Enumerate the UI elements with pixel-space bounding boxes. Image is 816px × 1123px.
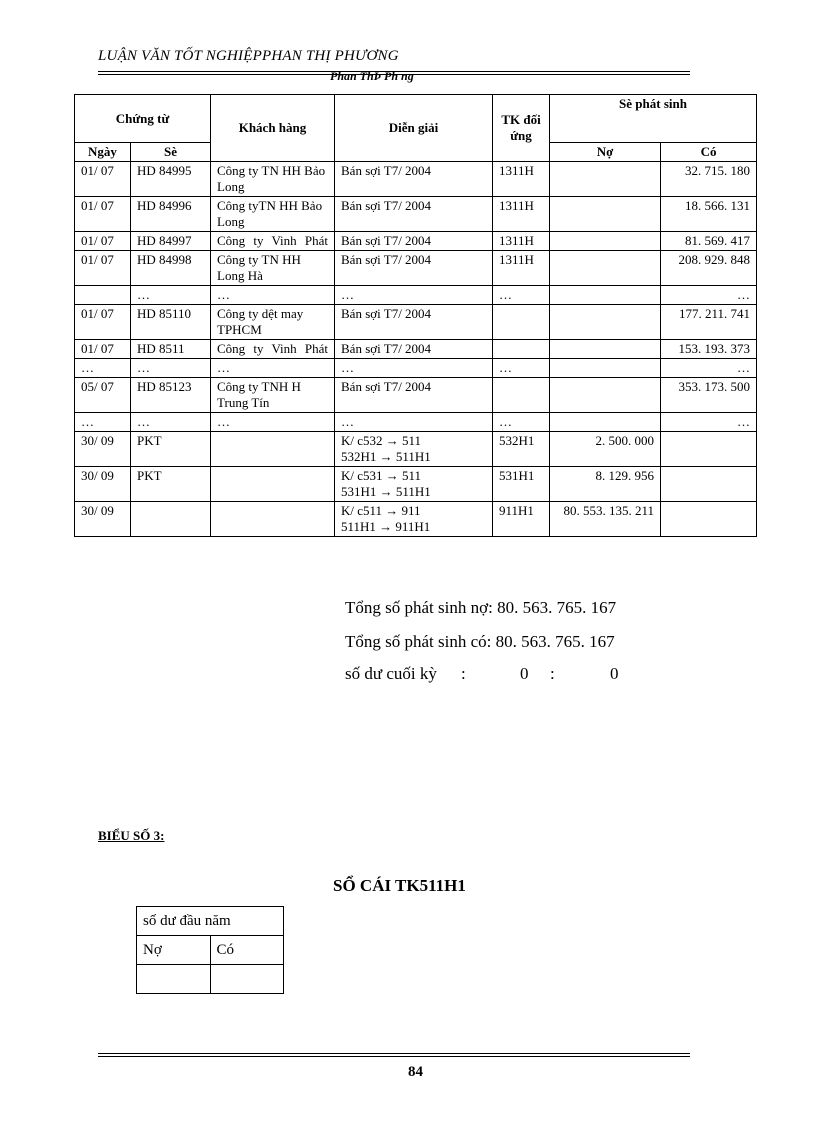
cell-khach-hang — [211, 432, 335, 467]
dien-giai-line: 531H1 → 511H1 — [341, 484, 431, 499]
cell-dien-giai: Bán sợi T7/ 2004 — [335, 305, 493, 340]
page-number: 84 — [408, 1064, 423, 1080]
cell-khach-hang: … — [211, 359, 335, 378]
dien-giai-line: K/ c532 → 511 — [341, 433, 422, 448]
cell-so: … — [131, 286, 211, 305]
table-row — [75, 162, 757, 197]
cell-dien-giai: Bán sợi T7/ 2004 — [335, 197, 493, 232]
cell-tk: … — [493, 413, 550, 432]
cell-tk — [493, 305, 550, 340]
cell-no — [550, 162, 661, 197]
cell-dien-giai: … — [335, 286, 493, 305]
cell-no: 2. 500. 000 — [550, 432, 661, 467]
cell-co: 208. 929. 848 — [661, 251, 757, 286]
cell-so: PKT — [131, 432, 211, 467]
cell-so — [131, 502, 211, 537]
cell-so: … — [131, 413, 211, 432]
cell-tk: … — [493, 286, 550, 305]
cell-ngay: 01/ 07 — [75, 162, 131, 197]
cell-khach-hang: Công ty TNH H Trung Tín — [211, 378, 335, 413]
cell-ngay: 30/ 09 — [75, 502, 131, 537]
dien-giai-line: 511H1 → 911H1 — [341, 519, 431, 534]
cell-ngay: 30/ 09 — [75, 432, 131, 467]
closing-balance-label: số dư cuối kỳ — [345, 664, 437, 683]
cell-no — [550, 286, 661, 305]
document-header-subtitle: Phan ThÞ Ph ng — [330, 69, 414, 83]
header-co: Có — [661, 143, 757, 162]
cell-co: … — [661, 359, 757, 378]
dien-giai-line: K/ c511 → 911 — [341, 503, 421, 518]
cell-khach-hang: Công ty TN HH Bảo Long — [211, 162, 335, 197]
cell-co — [661, 502, 757, 537]
cell-tk — [493, 340, 550, 359]
header-khach-hang: Khách hàng — [211, 95, 335, 162]
cell-ngay: 01/ 07 — [75, 305, 131, 340]
cell-khach-hang: Công ty TN HH Long Hà — [211, 251, 335, 286]
dien-giai-line: 532H1 → 511H1 — [341, 449, 431, 464]
opening-balance-no-header: Nợ — [137, 936, 211, 965]
footer-rule-bottom — [98, 1056, 690, 1057]
cell-no — [550, 305, 661, 340]
cell-khach-hang: Công ty dệt may TPHCM — [211, 305, 335, 340]
table-row — [75, 467, 757, 502]
table-row — [75, 413, 757, 432]
cell-khach-hang — [211, 467, 335, 502]
table-row — [75, 305, 757, 340]
cell-co: 177. 211. 741 — [661, 305, 757, 340]
cell-so: HD 84997 — [131, 232, 211, 251]
total-credit-line: Tổng số phát sinh có: 80. 563. 765. 167 — [345, 632, 615, 651]
cell-khach-hang: Công tyTN HH Bảo Long — [211, 197, 335, 232]
cell-co: 353. 173. 500 — [661, 378, 757, 413]
cell-no — [550, 378, 661, 413]
cell-no — [550, 251, 661, 286]
cell-ngay: … — [75, 359, 131, 378]
cell-ngay: … — [75, 413, 131, 432]
cell-tk: 1311H — [493, 162, 550, 197]
cell-no: 8. 129. 956 — [550, 467, 661, 502]
cell-khach-hang: … — [211, 413, 335, 432]
cell-dien-giai — [335, 432, 493, 467]
cell-ngay: 30/ 09 — [75, 467, 131, 502]
table-row — [75, 502, 757, 537]
cell-tk: … — [493, 359, 550, 378]
table-row — [75, 378, 757, 413]
cell-no — [550, 359, 661, 378]
cell-khach-hang — [211, 502, 335, 537]
closing-balance-debit: 0 — [520, 664, 529, 683]
cell-no — [550, 413, 661, 432]
cell-dien-giai: Bán sợi T7/ 2004 — [335, 232, 493, 251]
opening-balance-co-value — [210, 965, 284, 994]
cell-khach-hang: … — [211, 286, 335, 305]
cell-tk: 1311H — [493, 251, 550, 286]
cell-ngay — [75, 286, 131, 305]
cell-tk: 911H1 — [493, 502, 550, 537]
table-row — [75, 251, 757, 286]
cell-dien-giai — [335, 467, 493, 502]
header-no: Nợ — [550, 143, 661, 162]
cell-so: HD 85110 — [131, 305, 211, 340]
document-header-title: LUẬN VĂN TỐT NGHIỆPPHAN THỊ PHƯƠNG — [98, 48, 399, 64]
cell-ngay: 01/ 07 — [75, 197, 131, 232]
cell-co: 153. 193. 373 — [661, 340, 757, 359]
cell-so: … — [131, 359, 211, 378]
cell-no — [550, 340, 661, 359]
cell-co: … — [661, 286, 757, 305]
header-chung-tu: Chứng từ — [75, 95, 211, 143]
cell-ngay: 01/ 07 — [75, 232, 131, 251]
header-so: Sè — [131, 143, 211, 162]
cell-ngay: 01/ 07 — [75, 340, 131, 359]
ledger-title: SỔ CÁI TK511H1 — [333, 876, 466, 895]
table-row — [75, 232, 757, 251]
table-row — [75, 340, 757, 359]
cell-tk — [493, 378, 550, 413]
header-ngay: Ngày — [75, 143, 131, 162]
opening-balance-title: số dư đầu năm — [137, 907, 284, 936]
closing-balance-separator: : — [550, 664, 555, 683]
cell-ngay: 05/ 07 — [75, 378, 131, 413]
bieu-so-heading: BIỂU SỐ 3: — [98, 828, 165, 843]
cell-khach-hang: Công ty Vinh Phát — [211, 340, 335, 359]
cell-dien-giai: … — [335, 359, 493, 378]
header-so-phat-sinh: Sè phát sinh — [550, 95, 757, 143]
table-row — [75, 197, 757, 232]
cell-co — [661, 467, 757, 502]
opening-balance-no-value — [137, 965, 211, 994]
cell-so: HD 84996 — [131, 197, 211, 232]
cell-co: 32. 715. 180 — [661, 162, 757, 197]
cell-dien-giai: Bán sợi T7/ 2004 — [335, 378, 493, 413]
opening-balance-co-header: Có — [210, 936, 284, 965]
cell-dien-giai: Bán sợi T7/ 2004 — [335, 251, 493, 286]
cell-dien-giai: Bán sợi T7/ 2004 — [335, 162, 493, 197]
cell-tk: 531H1 — [493, 467, 550, 502]
cell-co — [661, 432, 757, 467]
cell-khach-hang: Công ty Vinh Phát — [211, 232, 335, 251]
header-tk-doi-ung: TK đối ứng — [493, 95, 550, 162]
cell-co: 18. 566. 131 — [661, 197, 757, 232]
cell-ngay: 01/ 07 — [75, 251, 131, 286]
closing-balance-credit: 0 — [610, 664, 619, 683]
cell-dien-giai — [335, 502, 493, 537]
cell-tk: 1311H — [493, 197, 550, 232]
cell-so: PKT — [131, 467, 211, 502]
opening-balance-table — [136, 906, 284, 994]
total-debit-line: Tổng số phát sinh nợ: 80. 563. 765. 167 — [345, 598, 617, 617]
table-row — [75, 359, 757, 378]
header-dien-giai: Diễn giải — [335, 95, 493, 162]
cell-so: HD 85123 — [131, 378, 211, 413]
ledger-table — [74, 94, 757, 537]
cell-tk: 1311H — [493, 232, 550, 251]
cell-co: … — [661, 413, 757, 432]
footer-rule-top — [98, 1053, 690, 1054]
cell-no: 80. 553. 135. 211 — [550, 502, 661, 537]
dien-giai-line: K/ c531 → 511 — [341, 468, 422, 483]
cell-no — [550, 197, 661, 232]
cell-dien-giai: Bán sợi T7/ 2004 — [335, 340, 493, 359]
cell-co: 81. 569. 417 — [661, 232, 757, 251]
table-row — [75, 286, 757, 305]
cell-no — [550, 232, 661, 251]
cell-so: HD 84995 — [131, 162, 211, 197]
cell-tk: 532H1 — [493, 432, 550, 467]
cell-so: HD 8511 — [131, 340, 211, 359]
cell-dien-giai: … — [335, 413, 493, 432]
closing-balance-separator: : — [461, 664, 466, 683]
cell-so: HD 84998 — [131, 251, 211, 286]
table-row — [75, 432, 757, 467]
